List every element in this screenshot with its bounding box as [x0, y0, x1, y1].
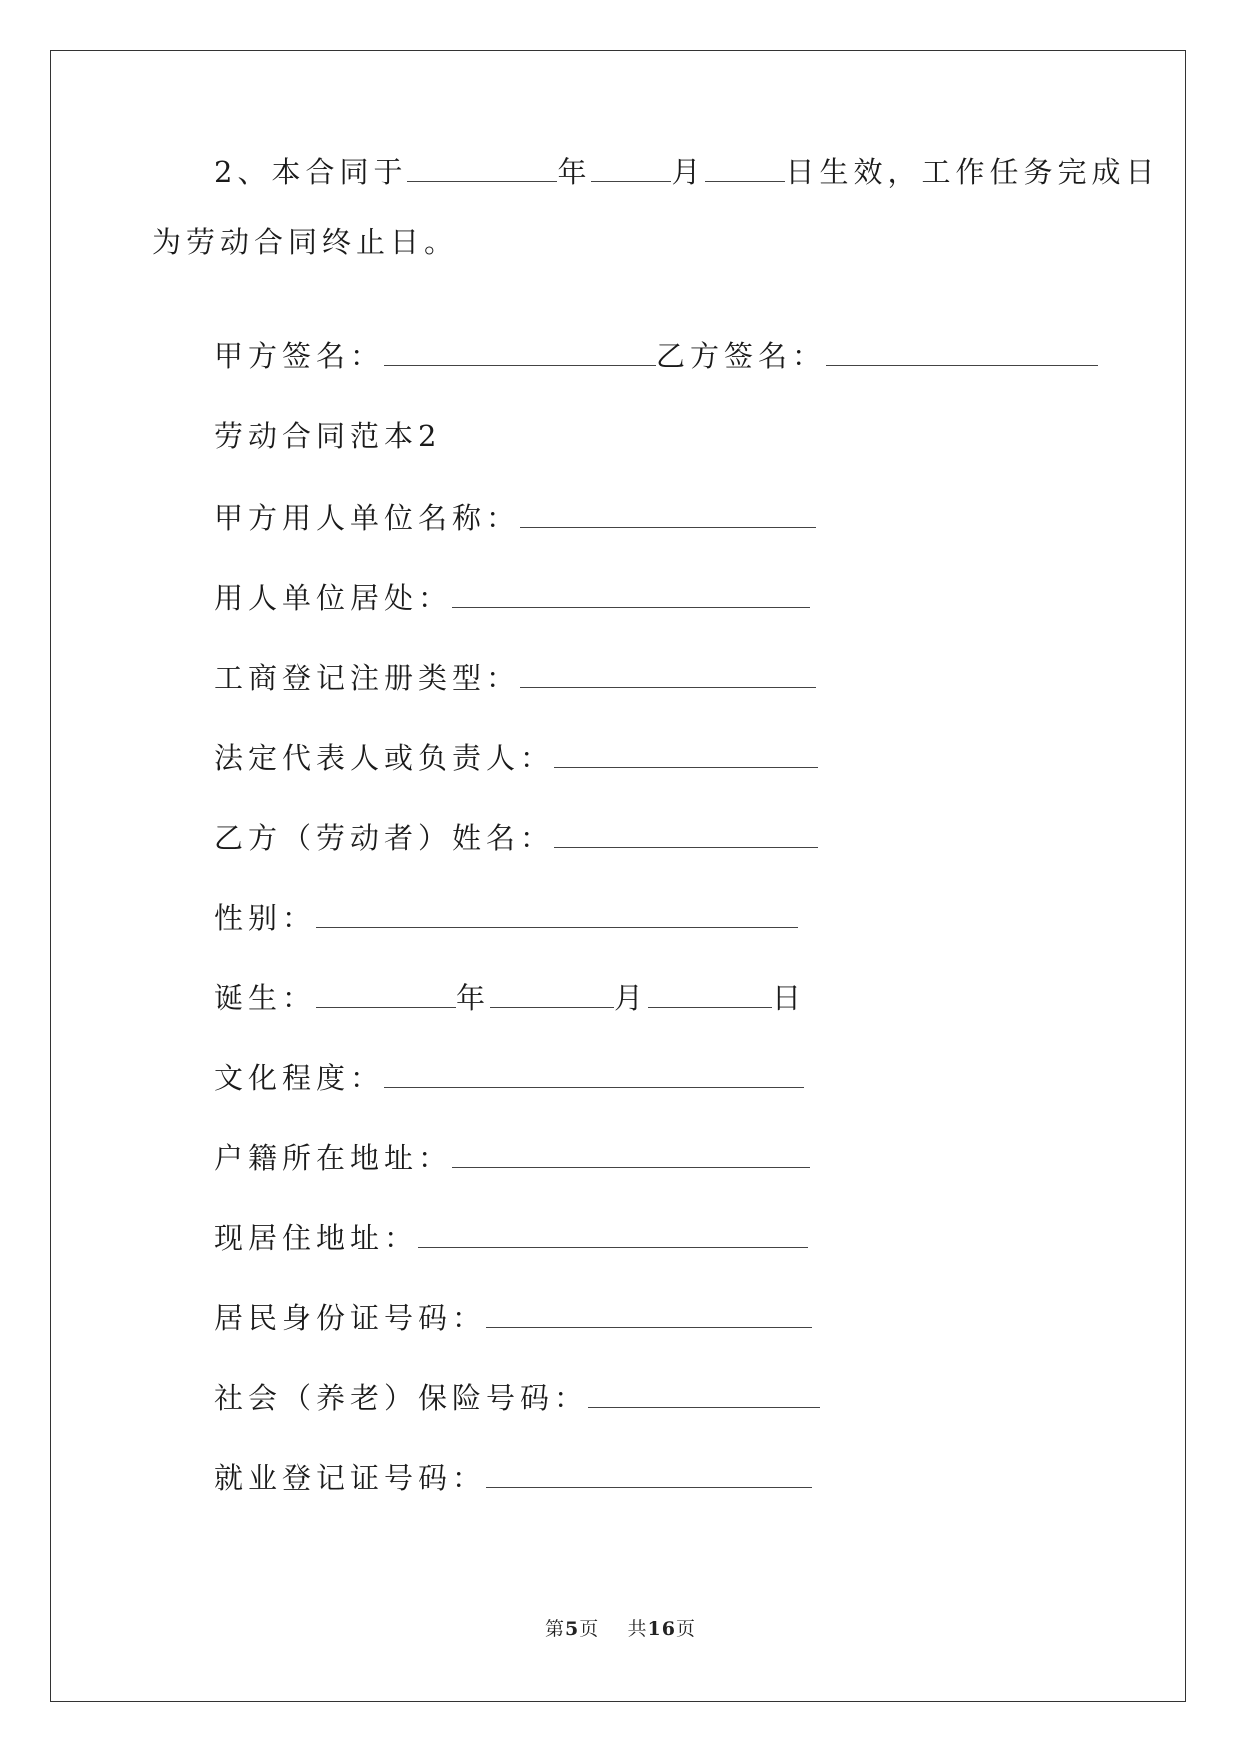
- employer-address-row: [214, 578, 810, 618]
- footer-total-number: 16: [647, 1618, 676, 1640]
- id-number-blank[interactable]: [486, 1299, 812, 1328]
- employer-name-blank[interactable]: [520, 499, 816, 528]
- gender-label: 性别：: [214, 901, 317, 935]
- birth-year-label: 年: [456, 981, 491, 1015]
- social-insurance-blank[interactable]: [588, 1379, 820, 1408]
- effective-date-prefix: 2、本合同于: [214, 155, 408, 189]
- worker-name-blank[interactable]: [554, 819, 818, 848]
- registration-type-label: 工商登记注册类型：: [214, 661, 521, 695]
- current-address-blank[interactable]: [418, 1219, 808, 1248]
- page-footer: [0, 1614, 1241, 1641]
- worker-name-row: [214, 818, 818, 858]
- signature-line: [214, 336, 1098, 376]
- gender-row: [214, 898, 798, 938]
- birth-year-blank[interactable]: [316, 979, 456, 1008]
- id-number-row: [214, 1298, 812, 1338]
- birth-month-label: 月: [614, 981, 649, 1015]
- page-border: [50, 50, 1186, 1702]
- education-blank[interactable]: [384, 1059, 804, 1088]
- party-b-signature-label: 乙方签名：: [656, 339, 827, 373]
- effective-date-suffix: 日生效，工作任务完成日: [785, 155, 1160, 189]
- current-address-row: [214, 1218, 808, 1258]
- effective-day-blank[interactable]: [705, 153, 785, 182]
- education-row: [214, 1058, 804, 1098]
- effective-month-label: 月: [671, 155, 706, 189]
- footer-page-prefix: 第: [545, 1618, 566, 1640]
- footer-page-unit: 页: [579, 1618, 600, 1640]
- effective-date-line: [214, 152, 1160, 192]
- employer-address-label: 用人单位居处：: [214, 581, 453, 615]
- effective-month-blank[interactable]: [591, 153, 671, 182]
- worker-name-label: 乙方（劳动者）姓名：: [214, 821, 555, 855]
- education-label: 文化程度：: [214, 1061, 385, 1095]
- household-address-label: 户籍所在地址：: [214, 1141, 453, 1175]
- registration-type-blank[interactable]: [520, 659, 816, 688]
- employer-name-label: 甲方用人单位名称：: [214, 501, 521, 535]
- section-title: 劳动合同范本2: [214, 419, 442, 453]
- household-address-blank[interactable]: [452, 1139, 810, 1168]
- employment-cert-blank[interactable]: [486, 1459, 812, 1488]
- household-address-row: [214, 1138, 810, 1178]
- legal-rep-row: [214, 738, 818, 778]
- employment-cert-row: [214, 1458, 812, 1498]
- footer-total-unit: 页: [675, 1618, 696, 1640]
- employer-address-blank[interactable]: [452, 579, 810, 608]
- legal-rep-label: 法定代表人或负责人：: [214, 741, 555, 775]
- party-b-signature-blank[interactable]: [826, 337, 1098, 366]
- party-a-signature-label: 甲方签名：: [214, 339, 385, 373]
- current-address-label: 现居住地址：: [214, 1221, 419, 1255]
- footer-page-number: 5: [565, 1618, 580, 1640]
- birth-month-blank[interactable]: [490, 979, 614, 1008]
- social-insurance-label: 社会（养老）保险号码：: [214, 1381, 589, 1415]
- employer-name-row: [214, 498, 816, 538]
- registration-type-row: [214, 658, 816, 698]
- birth-day-blank[interactable]: [648, 979, 772, 1008]
- footer-total-prefix: 共: [627, 1618, 648, 1640]
- birth-day-label: 日: [772, 981, 807, 1015]
- termination-line: 为劳动合同终止日。: [152, 225, 459, 259]
- id-number-label: 居民身份证号码：: [214, 1301, 487, 1335]
- effective-year-label: 年: [557, 155, 592, 189]
- party-a-signature-blank[interactable]: [384, 337, 656, 366]
- birth-label: 诞生：: [214, 981, 317, 1015]
- effective-year-blank[interactable]: [407, 153, 557, 182]
- birth-row: [214, 978, 806, 1018]
- social-insurance-row: [214, 1378, 820, 1418]
- gender-blank[interactable]: [316, 899, 798, 928]
- legal-rep-blank[interactable]: [554, 739, 818, 768]
- employment-cert-label: 就业登记证号码：: [214, 1461, 487, 1495]
